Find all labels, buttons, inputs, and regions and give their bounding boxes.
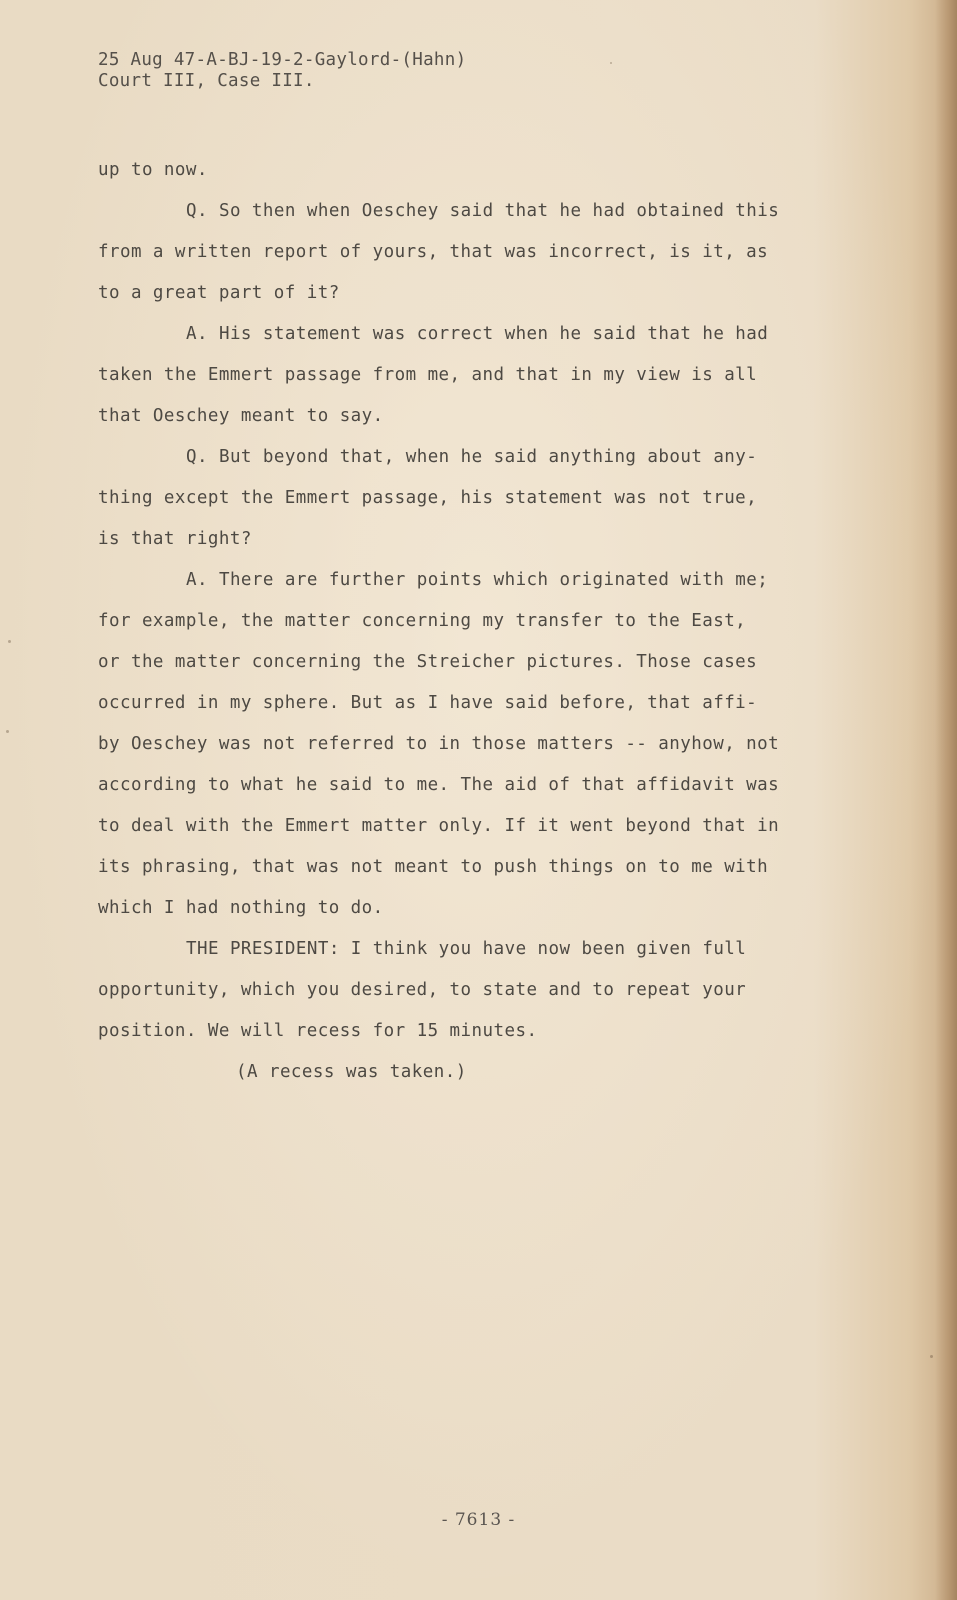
transcript-line: from a written report of yours, that was incorrect, is it, as (98, 242, 769, 262)
transcript-line: which I had nothing to do. (98, 898, 384, 918)
paper-speck (6, 730, 9, 733)
header-court-line: Court III, Case III. (98, 71, 315, 91)
paper-speck (8, 640, 11, 643)
transcript-line: that Oeschey meant to say. (98, 406, 384, 426)
transcript-line: by Oeschey was not referred to in those matters -- anyhow, not (98, 734, 780, 754)
transcript-line: for example, the matter concerning my transfer to the East, (98, 611, 747, 631)
transcript-line: to a great part of it? (98, 283, 340, 303)
transcript-line: opportunity, which you desired, to state and to repeat your (98, 980, 747, 1000)
transcript-line: is that right? (98, 529, 252, 549)
header-reference-line: 25 Aug 47-A-BJ-19-2-Gaylord-(Hahn) (98, 50, 467, 70)
transcript-line: A. His statement was correct when he said that he had (186, 324, 769, 344)
transcript-line: according to what he said to me. The aid of that affidavit was (98, 775, 780, 795)
paper-speck (930, 1355, 933, 1358)
document-header (98, 50, 466, 92)
transcript-line: thing except the Emmert passage, his statement was not true, (98, 488, 758, 508)
transcript-line: Q. But beyond that, when he said anything about any- (186, 447, 758, 467)
transcript-line: to deal with the Emmert matter only. If it went beyond that in (98, 816, 780, 836)
paper-speck (610, 62, 612, 64)
transcript-body (98, 150, 888, 1093)
transcript-line: A. There are further points which originated with me; (186, 570, 769, 590)
transcript-line: its phrasing, that was not meant to push things on to me with (98, 857, 769, 877)
transcript-line: occurred in my sphere. But as I have said before, that affi- (98, 693, 758, 713)
transcript-line: taken the Emmert passage from me, and that in my view is all (98, 365, 758, 385)
transcript-line: (A recess was taken.) (236, 1062, 467, 1082)
transcript-line: Q. So then when Oeschey said that he had obtained this (186, 201, 780, 221)
page-number: - 7613 - (441, 1510, 516, 1530)
transcript-line: THE PRESIDENT: I think you have now been given full (186, 939, 747, 959)
transcript-line: up to now. (98, 160, 208, 180)
page-edge-shadow (935, 0, 957, 1600)
transcript-line: position. We will recess for 15 minutes. (98, 1021, 538, 1041)
transcript-line: or the matter concerning the Streicher pictures. Those cases (98, 652, 758, 672)
